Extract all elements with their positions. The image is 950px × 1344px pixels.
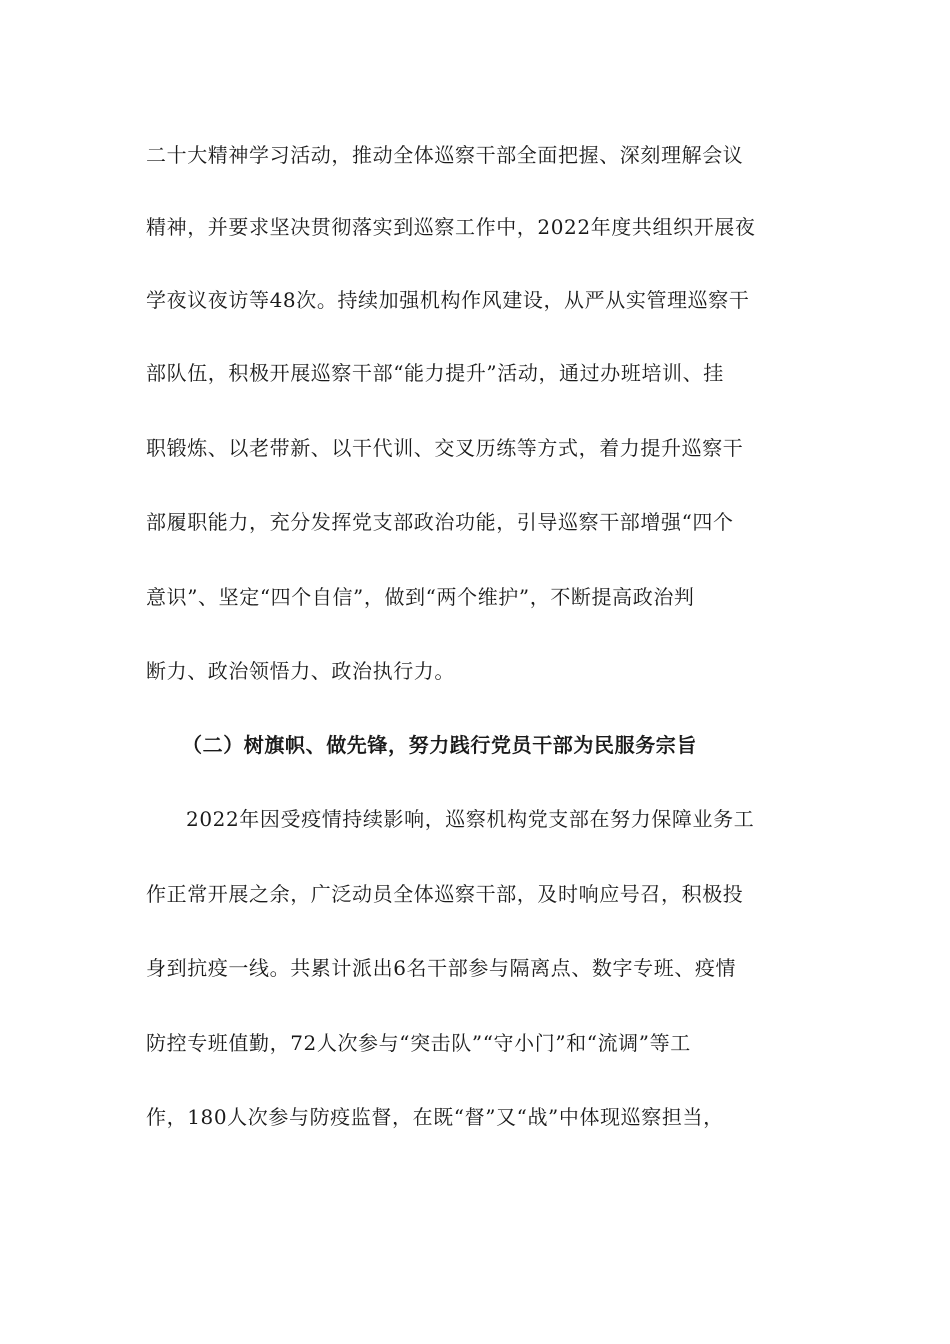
- section-heading: （二）树旗帜、做先锋，努力践行党员干部为民服务宗旨: [182, 733, 697, 757]
- paragraph-2-line-4: 防控专班值勤，72人次参与“突击队”“守小门”和“流调”等工: [146, 1031, 691, 1055]
- paragraph-1-line-8: 断力、政治领悟力、政治执行力。: [146, 659, 455, 683]
- paragraph-1-line-2: 精神，并要求坚决贯彻落实到巡察工作中，2022年度共组织开展夜: [146, 215, 756, 239]
- paragraph-1-line-4: 部队伍，积极开展巡察干部“能力提升”活动，通过办班培训、挂: [146, 361, 724, 385]
- paragraph-2-line-2: 作正常开展之余，广泛动员全体巡察干部，及时响应号召，积极投: [146, 882, 744, 906]
- paragraph-1-line-3: 学夜议夜访等48次。持续加强机构作风建设，从严从实管理巡察干: [146, 288, 750, 312]
- paragraph-1-line-7: 意识”、坚定“四个自信”，做到“两个维护”，不断提高政治判: [146, 585, 695, 609]
- paragraph-1-line-6: 部履职能力，充分发挥党支部政治功能，引导巡察干部增强“四个: [146, 510, 734, 534]
- paragraph-1-line-5: 职锻炼、以老带新、以干代训、交叉历练等方式，着力提升巡察干: [146, 436, 744, 460]
- paragraph-1-line-1: 二十大精神学习活动，推动全体巡察干部全面把握、深刻理解会议: [146, 143, 744, 167]
- paragraph-2-line-1: 2022年因受疫情持续影响，巡察机构党支部在努力保障业务工: [186, 807, 755, 831]
- paragraph-2-line-5: 作，180人次参与防疫监督，在既“督”又“战”中体现巡察担当，: [146, 1105, 724, 1129]
- paragraph-2-line-3: 身到抗疫一线。共累计派出6名干部参与隔离点、数字专班、疫情: [146, 956, 737, 980]
